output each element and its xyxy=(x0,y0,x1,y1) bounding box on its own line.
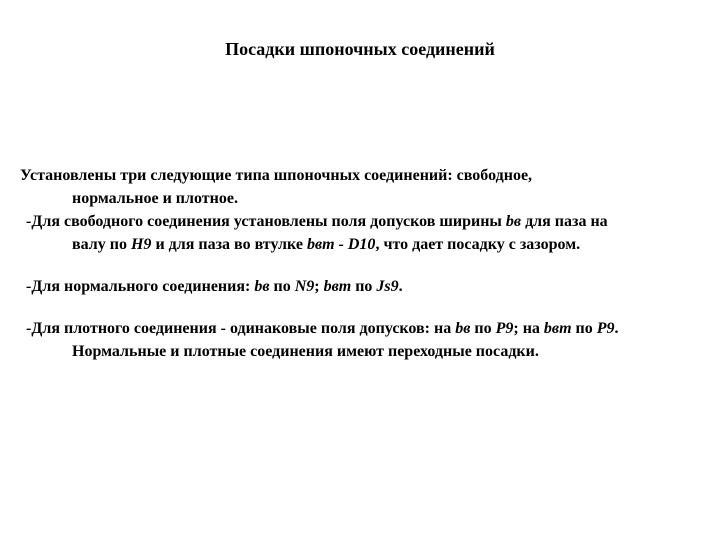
free-fit-line-1 xyxy=(26,210,710,233)
free-fit-symbol-bv: bв xyxy=(505,213,522,230)
normal-fit-text-4: по xyxy=(351,278,377,295)
normal-fit-text-3: ; xyxy=(314,278,324,295)
paragraph-intro xyxy=(20,164,710,210)
intro-line-1: Установлены три следующие типа шпоночных соединений: свободное, xyxy=(20,167,533,184)
paragraph-normal-fit xyxy=(20,275,710,298)
tight-fit-text-4: по xyxy=(571,320,597,337)
tight-fit-text-6: Нормальные и плотные соединения имеют переходные посадки. xyxy=(72,343,539,360)
free-fit-symbol-bvt-d10: bвт - D10 xyxy=(306,236,376,253)
tight-fit-line-1 xyxy=(26,317,710,340)
normal-fit-symbol-bv: bв xyxy=(254,278,270,295)
normal-fit-text-2: по xyxy=(269,278,295,295)
intro-line-2-text: нормальное и плотное. xyxy=(72,190,238,207)
free-fit-text-2: для паза на xyxy=(521,213,608,230)
tight-fit-text-3: ; на xyxy=(513,320,544,337)
normal-fit-symbol-js9: Js9 xyxy=(376,278,399,295)
normal-fit-symbol-n9: N9 xyxy=(294,278,315,295)
free-fit-text-5: , что дает посадку с зазором. xyxy=(375,236,581,253)
spacer xyxy=(20,256,710,275)
free-fit-text-3: валу по xyxy=(72,236,131,253)
tight-fit-symbol-bvt: bвт xyxy=(543,320,572,337)
paragraph-tight-fit xyxy=(20,317,710,363)
free-fit-text-1: -Для свободного соединения установлены поля допусков ширины xyxy=(26,213,506,230)
normal-fit-line xyxy=(26,275,710,298)
slide-title: Посадки шпоночных соединений xyxy=(225,39,495,59)
tight-fit-line-2 xyxy=(46,340,710,363)
paragraph-free-fit xyxy=(20,210,710,256)
tight-fit-text-2: по xyxy=(470,320,496,337)
tight-fit-symbol-p9-b: P9 xyxy=(596,320,615,337)
free-fit-text-4: и для паза во втулке xyxy=(151,236,307,253)
free-fit-line-2 xyxy=(46,233,710,256)
normal-fit-text-5: . xyxy=(398,278,403,295)
tight-fit-text-1: -Для плотного соединения - одинаковые поля допусков: на xyxy=(26,320,456,337)
normal-fit-symbol-bvt: bвт xyxy=(323,278,352,295)
tight-fit-symbol-p9-a: P9 xyxy=(495,320,514,337)
slide-body xyxy=(20,164,710,363)
tight-fit-symbol-bv: bв xyxy=(455,320,471,337)
free-fit-symbol-h9: H9 xyxy=(130,236,152,253)
normal-fit-text-1: -Для нормального соединения: xyxy=(26,278,255,295)
spacer xyxy=(20,298,710,317)
tight-fit-text-5: . xyxy=(614,320,619,337)
intro-line-2 xyxy=(46,187,710,210)
